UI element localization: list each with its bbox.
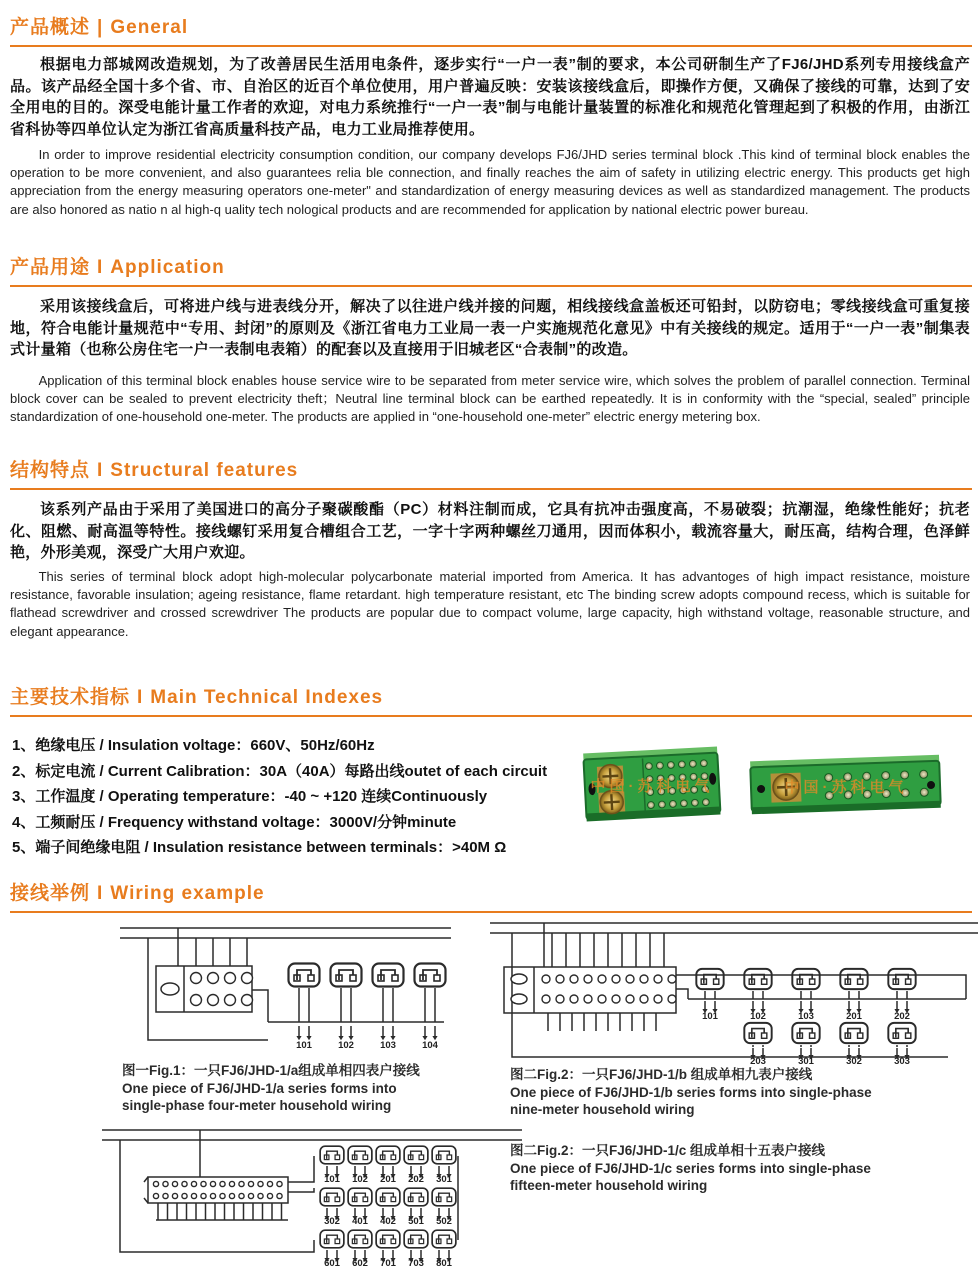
electric-meter-icon	[792, 1023, 819, 1043]
meter-label: 101	[296, 1040, 312, 1051]
electric-meter-icon	[888, 1023, 915, 1043]
terminal-pole	[570, 975, 578, 983]
terminal-pole	[640, 975, 648, 983]
electric-meter-icon	[404, 1188, 428, 1206]
section-title-separator: I	[137, 687, 144, 708]
section-header-application	[10, 252, 972, 287]
structural-paragraph-en: This series of terminal block adopt high-molecular polycarbonate material imported from America. It has advantoges of high impact resistance, moisture resistance, favorable insulation; ageing resistance, flame retardant. high temperature resistant, etc The binding screw adopts compound recess, which is suitable for flathead screwdriver and crossed screwdriver The products are popular due to compact volume, large capacity, high withstand voltage, reasonable structure, and elegant appearance.	[10, 569, 970, 639]
terminal-pole	[556, 995, 564, 1003]
terminal-pole	[570, 995, 578, 1003]
section-title-zh: 主要技术指标	[10, 687, 131, 708]
photo-watermark: 中国·苏科电气	[590, 778, 714, 795]
section-title-en: Wiring example	[110, 883, 265, 904]
electric-meter-icon	[404, 1230, 428, 1248]
electric-meter-icon	[373, 964, 404, 987]
terminal-pole	[277, 1181, 282, 1186]
section-title-separator: I	[97, 883, 104, 904]
electric-meter-icon	[840, 1023, 867, 1043]
meter-label: 201	[380, 1174, 396, 1185]
terminal-pole	[626, 995, 634, 1003]
terminal-pole	[654, 975, 662, 983]
meter-label: 703	[408, 1258, 424, 1269]
terminal-pole	[225, 973, 236, 984]
fig1-caption-zh: 图一Fig.1：一只FJ6/JHD-1/a组成单相四表户接线	[122, 1063, 420, 1078]
meter-label: 302	[846, 1056, 862, 1067]
terminal-pole	[191, 973, 202, 984]
meter-label: 101	[324, 1174, 340, 1185]
terminal-pole	[647, 802, 654, 809]
meter-label: 201	[846, 1011, 862, 1022]
application-paragraph-zh: 采用该接线盒后，可将进户线与进表线分开，解决了以往进户线并接的问题，相线接线盒盖板还可铅封，以防窃电；零线接线盒可重复接地，符合电能计量规范中“专用、封闭”的原则及《浙江省电力工业局一表一户实施规范化意见》中有关接线的规定。适用于“一户一表”制集表式计量箱（也称公房住宅一户一表制电表箱）的配套以及直接用于旧城老区“合表制”的改造。	[10, 298, 970, 358]
electric-meter-icon	[792, 969, 819, 989]
terminal-pole	[667, 761, 674, 768]
general-paragraph-en: In order to improve residential electricity consumption condition, our company develops FJ6/JHD series terminal block .This kind of terminal block enables the operation to be more convenient, and also guarantees relia ble connection, and finally reaches the aim of safety in utilizing electric energy. This products get high appreciation from the energy measuring operators one-meter" and standardization of energy measuring devices as well as standardized management. The products are also honored as natio n al high-q uality tech nological products and are recommended for application by national electric power bureau.	[10, 147, 970, 217]
terminal-pole	[172, 1181, 177, 1186]
wiring-diagram-fig3	[100, 1122, 524, 1279]
terminal-pole	[172, 1193, 177, 1198]
terminal-pole	[191, 995, 202, 1006]
electric-meter-icon	[415, 964, 446, 987]
meter-label: 701	[380, 1258, 396, 1269]
fig3-caption-zh: 图二Fig.2：一只FJ6/JHD-1/c 组成单相十五表户接线	[510, 1143, 826, 1158]
fig3-caption-en: One piece of FJ6/JHD-1/c series forms into single-phase	[510, 1160, 871, 1176]
terminal-pole	[208, 973, 219, 984]
meter-label: 103	[380, 1040, 396, 1051]
fig3-caption	[510, 1142, 930, 1195]
electric-meter-icon	[432, 1230, 456, 1248]
terminal-pole	[654, 995, 662, 1003]
electric-meter-icon	[348, 1146, 372, 1164]
electric-meter-icon	[289, 964, 320, 987]
meter-label: 202	[408, 1174, 424, 1185]
terminal-pole	[258, 1193, 263, 1198]
terminal-pole	[248, 1193, 253, 1198]
meter-label: 502	[436, 1216, 452, 1227]
terminal-pole	[584, 995, 592, 1003]
section-title-en: Main Technical Indexes	[150, 687, 384, 708]
fig1-caption-en: One piece of FJ6/JHD-1/a series forms into	[122, 1080, 397, 1096]
section-title-zh: 接线举例	[10, 883, 91, 904]
electric-meter-icon	[744, 969, 771, 989]
section-header-structural	[10, 455, 972, 490]
meter-label: 301	[436, 1174, 452, 1185]
terminal-pole	[225, 995, 236, 1006]
terminal-pole	[542, 995, 550, 1003]
section-header-general	[10, 12, 972, 47]
terminal-pole	[901, 771, 909, 779]
fig3-caption-en: fifteen-meter household wiring	[510, 1178, 708, 1193]
terminal-pole	[191, 1181, 196, 1186]
electric-meter-icon	[376, 1230, 400, 1248]
terminal-pole	[239, 1193, 244, 1198]
electric-meter-icon	[320, 1230, 344, 1248]
structural-paragraph-zh: 该系列产品由于采用了美国进口的高分子聚碳酸酯（PC）材料注制而成，它具有抗冲击强度高，不易破裂；抗潮湿，绝缘性能好；抗老化、阻燃、耐高温等特性。接线螺钉采用复合槽组合工艺，一字十字两种螺丝刀通用，因而体积小，载流容量大，耐压高，结构合理，色泽鲜艳，外形美观，深受广大用户欢迎。	[10, 501, 970, 561]
section-title-separator: |	[97, 17, 104, 38]
terminal-pole	[242, 973, 253, 984]
meter-label: 202	[894, 1011, 910, 1022]
product-photo-terminal-block-front	[576, 740, 728, 834]
terminal-pole	[153, 1181, 158, 1186]
meter-label: 602	[352, 1258, 368, 1269]
electric-meter-icon	[348, 1230, 372, 1248]
meter-label: 102	[750, 1011, 766, 1022]
section-title-separator: I	[97, 460, 104, 481]
terminal-pole	[201, 1193, 206, 1198]
terminal-pole	[626, 975, 634, 983]
meter-label: 103	[798, 1011, 814, 1022]
section-title-en: Application	[110, 257, 225, 278]
terminal-pole	[163, 1181, 168, 1186]
terminal-pole	[656, 762, 663, 769]
terminal-pole	[598, 995, 606, 1003]
application-paragraph-en: Application of this terminal block enables house service wire to be separated from meter service wire, which solves the problem of parallel connection. Terminal block cover can be sealed to prevent electricity theft；Neutral line terminal block can be earthed repeatedly. It is in conformity with the “special, sealed” principle standardization of one-household one-meter. The products are applied in “one-household one-meter” electric energy metering box.	[10, 373, 970, 425]
meter-label: 102	[338, 1040, 354, 1051]
meter-label: 303	[894, 1056, 910, 1067]
meter-label: 301	[798, 1056, 814, 1067]
terminal-pole	[542, 975, 550, 983]
section-title-en: Structural features	[110, 460, 299, 481]
electric-meter-icon	[348, 1188, 372, 1206]
terminal-pole	[612, 975, 620, 983]
meter-label: 102	[352, 1174, 368, 1185]
electric-meter-icon	[888, 969, 915, 989]
terminal-pole	[680, 800, 687, 807]
terminal-pole	[668, 995, 676, 1003]
technical-item: 3、工作温度 / Operating temperature：-40 ~ +120 连续Continuously	[12, 788, 488, 805]
technical-item: 4、工频耐压 / Frequency withstand voltage：3000V/分钟minute	[12, 813, 457, 831]
fig2-caption-en: One piece of FJ6/JHD-1/b series forms into single-phase	[510, 1084, 872, 1100]
terminal-pole	[210, 1193, 215, 1198]
terminal-pole	[182, 1181, 187, 1186]
terminal-pole	[267, 1181, 272, 1186]
terminal-pole	[640, 995, 648, 1003]
terminal-pole	[277, 1193, 282, 1198]
terminal-pole	[702, 799, 709, 806]
technical-item: 5、端子间绝缘电阻 / Insulation resistance between terminals：>40M Ω	[12, 839, 507, 856]
photo-watermark: 中国·苏科电气	[784, 779, 908, 796]
terminal-pole	[668, 975, 676, 983]
meter-label: 203	[750, 1056, 766, 1067]
terminal-pole	[920, 770, 928, 778]
fig2-caption	[510, 1066, 930, 1119]
fig2-caption-zh: 图二Fig.2：一只FJ6/JHD-1/b 组成单相九表户接线	[510, 1067, 813, 1082]
terminal-pole	[210, 1181, 215, 1186]
meter-label: 302	[324, 1216, 340, 1227]
electric-meter-icon	[331, 964, 362, 987]
meter-label: 402	[380, 1216, 396, 1227]
terminal-pole	[242, 995, 253, 1006]
meter-label: 104	[422, 1040, 438, 1051]
section-title-zh: 结构特点	[10, 460, 91, 481]
terminal-pole	[691, 799, 698, 806]
meter-label: 401	[352, 1216, 368, 1227]
terminal-pole	[700, 760, 707, 767]
terminal-pole	[267, 1193, 272, 1198]
terminal-pole	[163, 1193, 168, 1198]
electric-meter-icon	[840, 969, 867, 989]
terminal-pole	[229, 1193, 234, 1198]
terminal-pole	[182, 1193, 187, 1198]
fig1-caption-en: single-phase four-meter household wiring	[122, 1098, 392, 1113]
electric-meter-icon	[320, 1146, 344, 1164]
electric-meter-icon	[320, 1188, 344, 1206]
terminal-pole	[248, 1181, 253, 1186]
product-photo-terminal-block-side	[745, 752, 947, 820]
terminal-pole	[229, 1181, 234, 1186]
terminal-pole	[239, 1181, 244, 1186]
terminal-pole	[258, 1181, 263, 1186]
meter-label: 801	[436, 1258, 452, 1269]
wiring-diagram-fig2	[488, 915, 980, 1070]
section-title-en: General	[110, 17, 189, 38]
section-title-zh: 产品概述	[10, 17, 91, 38]
electric-meter-icon	[376, 1146, 400, 1164]
terminal-pole	[220, 1193, 225, 1198]
terminal-pole	[584, 975, 592, 983]
terminal-pole	[612, 995, 620, 1003]
terminal-pole	[678, 761, 685, 768]
electric-meter-icon	[696, 969, 723, 989]
general-paragraph-zh: 根据电力部城网改造规划，为了改善居民生活用电条件，逐步实行“一户一表”制的要求，本公司研制生产了FJ6/JHD系列专用接线盒产品。该产品经全国十多个省、市、自治区的近百个单位使用，用户普遍反映：安装该接线盒后，即操作方便，又确保了接线的可靠，达到了安全用电的目的。深受电能计量工作者的欢迎，对电力系统推行“一户一表”制与电能计量装置的标准化和规范化管理起到了积极的作用，由浙江省科协等四单位认定为浙江省高质量科技产品，电力工业局推荐使用。	[10, 56, 970, 138]
section-title-zh: 产品用途	[10, 257, 91, 278]
electric-meter-icon	[432, 1188, 456, 1206]
technical-item: 1、绝缘电压 / Insulation voltage：660V、50Hz/60Hz	[12, 737, 375, 754]
wiring-diagram-fig1	[118, 920, 453, 1060]
meter-label: 101	[702, 1011, 718, 1022]
electric-meter-icon	[432, 1146, 456, 1164]
technical-item: 2、标定电流 / Current Calibration：30A（40A）每路出线outet of each circuit	[12, 762, 548, 780]
terminal-pole	[645, 763, 652, 770]
section-title-separator: I	[97, 257, 104, 278]
terminal-pole	[208, 995, 219, 1006]
section-header-technical	[10, 682, 972, 717]
meter-label: 501	[408, 1216, 424, 1227]
terminal-pole	[191, 1193, 196, 1198]
terminal-pole	[669, 800, 676, 807]
terminal-pole	[220, 1181, 225, 1186]
terminal-pole	[201, 1181, 206, 1186]
electric-meter-icon	[376, 1188, 400, 1206]
terminal-pole	[689, 760, 696, 767]
terminal-pole	[920, 788, 928, 796]
terminal-pole	[556, 975, 564, 983]
electric-meter-icon	[744, 1023, 771, 1043]
fig2-caption-en: nine-meter household wiring	[510, 1102, 695, 1117]
meter-label: 601	[324, 1258, 340, 1269]
terminal-pole	[658, 801, 665, 808]
section-header-wiring	[10, 878, 972, 913]
terminal-pole	[598, 975, 606, 983]
fig1-caption	[122, 1062, 482, 1115]
electric-meter-icon	[404, 1146, 428, 1164]
terminal-pole	[153, 1193, 158, 1198]
technical-index-list	[12, 733, 567, 861]
